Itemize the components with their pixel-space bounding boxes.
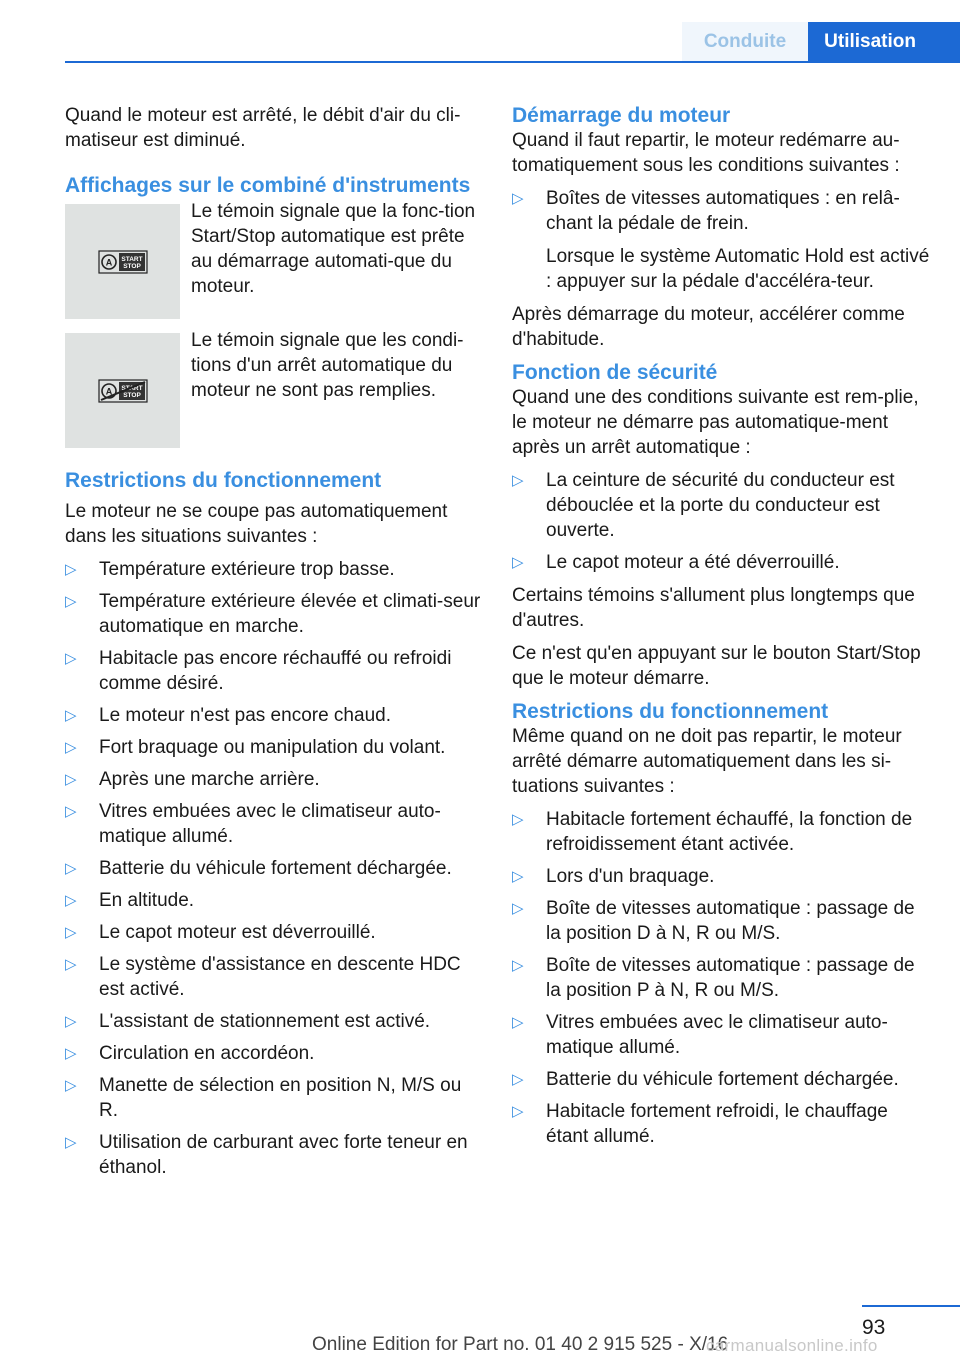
list-item — [512, 1099, 932, 1149]
list-item-text: Le moteur n'est pas encore chaud. — [99, 705, 391, 726]
icon-letter-a: A — [105, 257, 112, 267]
icon2-label-stop: STOP — [122, 391, 141, 399]
list-item-text: Le système d'assistance en descente HDC est activé. — [99, 954, 461, 1000]
demarrage-list — [512, 186, 932, 294]
list-item — [65, 557, 483, 582]
list-item — [512, 896, 932, 946]
securite-p2: Ce n'est qu'en appuyant sur le bouton Start/Stop que le moteur démarre. — [512, 643, 921, 689]
list-item — [65, 1073, 483, 1123]
tab-conduite: Conduite — [682, 22, 808, 62]
list-item — [512, 550, 932, 575]
bullet-arrow-icon: ▷ — [65, 739, 77, 756]
header-rule — [65, 61, 960, 63]
start-stop-unavailable-icon — [65, 333, 180, 448]
list-item-text: Habitacle pas encore réchauffé ou refroidi comme désiré. — [99, 648, 452, 694]
bullet-arrow-icon: ▷ — [65, 1013, 77, 1030]
bullet-arrow-icon: ▷ — [512, 190, 524, 207]
list-item-text: Batterie du véhicule fortement déchargée. — [99, 858, 452, 879]
securite-list — [512, 468, 932, 575]
list-item-text: Le capot moteur est déverrouillé. — [99, 922, 376, 943]
start-stop-ready-icon — [65, 204, 180, 319]
bullet-arrow-icon: ▷ — [512, 957, 524, 974]
right-column — [512, 103, 932, 1157]
list-item-text: Manette de sélection en position N, M/S ou R. — [99, 1075, 462, 1121]
list-item — [65, 589, 483, 639]
list-item — [65, 888, 483, 913]
left-column — [65, 103, 483, 1188]
list-item-subtext: Lorsque le système Automatic Hold est activé : appuyer sur la pédale d'accéléra-teur. — [546, 246, 930, 292]
bullet-arrow-icon: ▷ — [65, 593, 77, 610]
list-item — [65, 1130, 483, 1180]
list-item-text: Habitacle fortement échauffé, la fonction de refroidissement étant activée. — [546, 809, 913, 855]
heading-restrictions-left: Restrictions du fonctionnement — [65, 469, 382, 492]
heading-restrictions-right: Restrictions du fonctionnement — [512, 700, 829, 723]
list-item-text: Utilisation de carburant avec forte teneur en éthanol. — [99, 1132, 468, 1178]
icon2-label-start: START — [120, 384, 143, 392]
icon-label-start: START — [120, 255, 143, 263]
bullet-arrow-icon: ▷ — [512, 900, 524, 917]
restrictions-intro-left: Le moteur ne se coupe pas automatiquement dans les situations suivantes : — [65, 501, 448, 547]
list-item — [65, 735, 483, 760]
securite-p1: Certains témoins s'allument plus longtemps que d'autres. — [512, 585, 915, 631]
list-item-text: Boîte de vitesses automatique : passage de la position P à N, R ou M/S. — [546, 955, 915, 1001]
list-item — [65, 920, 483, 945]
list-item-text: Vitres embuées avec le climatiseur auto-matique allumé. — [546, 1012, 888, 1058]
icon2-description: Le témoin signale que les condi-tions d'un arrêt automatique du moteur ne sont pas remplies. — [191, 330, 464, 401]
list-item — [512, 468, 932, 543]
bullet-arrow-icon: ▷ — [65, 924, 77, 941]
bullet-arrow-icon: ▷ — [65, 956, 77, 973]
bullet-arrow-icon: ▷ — [512, 1014, 524, 1031]
list-item — [65, 799, 483, 849]
list-item — [65, 703, 483, 728]
list-item-text: Vitres embuées avec le climatiseur auto-matique allumé. — [99, 801, 441, 847]
restrictions-list-right — [512, 807, 932, 1149]
bullet-arrow-icon: ▷ — [65, 803, 77, 820]
list-item-text: L'assistant de stationnement est activé. — [99, 1011, 431, 1032]
bullet-arrow-icon: ▷ — [65, 650, 77, 667]
restrictions-list-left — [65, 557, 483, 1180]
heading-affichages: Affichages sur le combiné d'instruments — [65, 174, 471, 197]
bullet-arrow-icon: ▷ — [65, 561, 77, 578]
list-item-text: Boîtes de vitesses automatiques : en relâ-chant la pédale de frein. — [546, 188, 900, 234]
list-item — [65, 952, 483, 1002]
icon-label-stop: STOP — [122, 262, 141, 270]
bullet-arrow-icon: ▷ — [512, 868, 524, 885]
page-number: 93 — [862, 1316, 886, 1339]
list-item — [512, 864, 932, 889]
bullet-arrow-icon: ▷ — [65, 1045, 77, 1062]
list-item-text: Boîte de vitesses automatique : passage de la position D à N, R ou M/S. — [546, 898, 915, 944]
intro-paragraph: Quand le moteur est arrêté, le débit d'air du cli-matiseur est diminué. — [65, 105, 461, 151]
list-item-text: Le capot moteur a été déverrouillé. — [546, 552, 840, 573]
list-item — [512, 186, 932, 294]
restrictions-intro-right: Même quand on ne doit pas repartir, le moteur arrêté démarre automatiquement dans les si-tuations suivantes : — [512, 726, 902, 797]
footer-watermark: carmanualsonline.info — [706, 1336, 878, 1355]
bullet-arrow-icon: ▷ — [512, 554, 524, 571]
bullet-arrow-icon: ▷ — [65, 1077, 77, 1094]
bullet-arrow-icon: ▷ — [512, 1103, 524, 1120]
list-item-text: Batterie du véhicule fortement déchargée. — [546, 1069, 899, 1090]
list-item-text: Lors d'un braquage. — [546, 866, 715, 887]
list-item-text: Circulation en accordéon. — [99, 1043, 315, 1064]
section-tabs — [682, 22, 960, 62]
list-item — [65, 767, 483, 792]
list-item — [512, 953, 932, 1003]
list-item — [65, 1041, 483, 1066]
bullet-arrow-icon: ▷ — [65, 1134, 77, 1151]
icon2-letter-a: A — [105, 386, 112, 396]
securite-intro: Quand une des conditions suivante est rem-plie, le moteur ne démarre pas automatique-ment après un arrêt automatique : — [512, 387, 919, 458]
indicator-start-stop-ready — [65, 201, 483, 319]
heading-demarrage: Démarrage du moteur — [512, 104, 731, 127]
list-item-text: Température extérieure élevée et climati-seur automatique en marche. — [99, 591, 481, 637]
bullet-arrow-icon: ▷ — [512, 472, 524, 489]
list-item — [65, 646, 483, 696]
bullet-arrow-icon: ▷ — [65, 860, 77, 877]
list-item — [65, 856, 483, 881]
list-item — [512, 1067, 932, 1092]
list-item-text: Habitacle fortement refroidi, le chauffage étant allumé. — [546, 1101, 888, 1147]
bullet-arrow-icon: ▷ — [512, 1071, 524, 1088]
heading-securite: Fonction de sécurité — [512, 361, 718, 384]
bullet-arrow-icon: ▷ — [65, 892, 77, 909]
footer-rule — [862, 1305, 960, 1307]
list-item — [512, 1010, 932, 1060]
footer-edition: Online Edition for Part no. 01 40 2 915 525 - X/16 — [312, 1334, 729, 1355]
list-item-text: Fort braquage ou manipulation du volant. — [99, 737, 446, 758]
list-item-text: Température extérieure trop basse. — [99, 559, 395, 580]
list-item-text: En altitude. — [99, 890, 195, 911]
list-item — [512, 807, 932, 857]
bullet-arrow-icon: ▷ — [65, 771, 77, 788]
icon1-description: Le témoin signale que la fonc-tion Start/Stop automatique est prête au démarrage automati-que du moteur. — [191, 201, 476, 297]
demarrage-intro: Quand il faut repartir, le moteur redémarre au-tomatiquement sous les conditions suivantes : — [512, 130, 900, 176]
list-item-text: La ceinture de sécurité du conducteur est débouclée et la porte du conducteur est ouverte. — [546, 470, 895, 541]
list-item — [65, 1009, 483, 1034]
bullet-arrow-icon: ▷ — [65, 707, 77, 724]
indicator-start-stop-unavailable — [65, 330, 483, 448]
list-item-text: Après une marche arrière. — [99, 769, 320, 790]
demarrage-after: Après démarrage du moteur, accélérer comme d'habitude. — [512, 304, 905, 350]
bullet-arrow-icon: ▷ — [512, 811, 524, 828]
tab-utilisation: Utilisation — [808, 22, 960, 62]
